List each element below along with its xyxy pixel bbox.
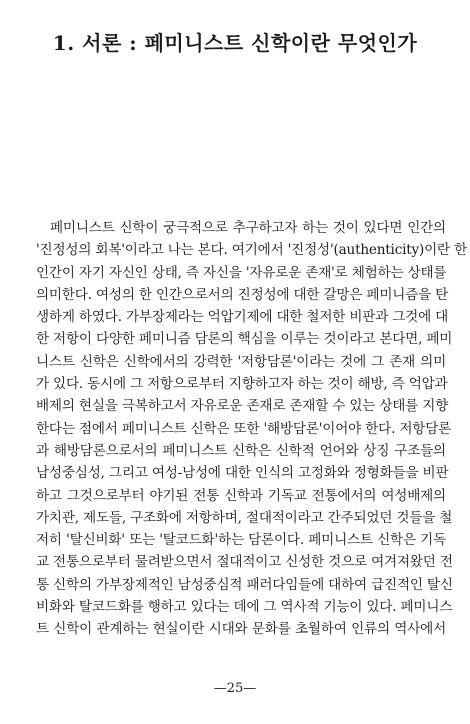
- text-line: 남성중심성, 그리고 여성-남성에 대한 인식의 고정화와 정형화들을 비판: [36, 465, 449, 482]
- text-line: 배제의 현실을 극복하고서 자유로운 존재로 존재할 수 있는 상태를 지향: [36, 398, 449, 415]
- text-line: 한 저항이 다양한 페미니즘 담론의 핵심을 이루는 것이라고 본다면, 페미: [36, 331, 453, 348]
- chapter-title: 1. 서론 : 페미니스트 신학이란 무엇인가: [52, 31, 418, 55]
- text-line: 저히 '탈신비화' 또는 '탈코드화'하는 담론이다. 페미니스트 신학은 기독: [36, 532, 446, 549]
- text-line: 페미니스트 신학이 궁극적으로 추구하고자 하는 것이 있다면 인간의: [50, 220, 446, 236]
- text-line: 트 신학이 관계하는 현실이란 시대와 문화를 초월하여 인류의 역사에서: [36, 621, 446, 638]
- text-line: 인간이 자기 자신인 상태, 즉 자신을 '자유로운 존재'로 체험하는 상태를: [36, 264, 447, 281]
- page-number: —25—: [213, 681, 257, 696]
- text-line: 니스트 신학은 신학에서의 강력한 '저항담론'이라는 것에 그 존재 의미: [36, 353, 446, 370]
- text-line: 과 해방담론으로서의 페미니스트 신학은 신학적 언어와 상징 구조들의: [36, 442, 446, 459]
- text-line: 의미한다. 여성의 한 인간으로서의 진정성에 대한 갈망은 페미니즘을 탄: [36, 286, 449, 303]
- text-line: 생하게 하였다. 가부장제라는 억압기제에 대한 철저한 비판과 그것에 대: [36, 309, 449, 326]
- text-line: 비화와 탈코드화를 행하고 있다는 데에 그 역사적 기능이 있다. 페미니스: [36, 599, 453, 616]
- body-text: [36, 217, 468, 641]
- text-line: '진정성의 회복'이라고 나는 본다. 여기에서 '진정성'(authenticity)이란 한: [36, 242, 468, 259]
- text-line: 가 있다. 동시에 그 저항으로부터 지향하고자 하는 것이 해방, 즉 억압과: [36, 376, 448, 393]
- text-line: 통 신학의 가부장제적인 남성중심적 패러다임들에 대하여 급진적인 탈신: [36, 576, 453, 593]
- text-line: 교 전통으로부터 물려받으면서 절대적이고 신성한 것으로 여겨져왔던 전: [36, 554, 453, 571]
- text-line: 가치관, 제도들, 구조화에 저항하며, 절대적이라고 간주되었던 것들을 철: [36, 509, 453, 526]
- text-line: 하고 그것으로부터 야기된 전통 신학과 기독교 전통에서의 여성배제의: [36, 487, 446, 504]
- text-line: 한다는 점에서 페미니스트 신학은 또한 '해방담론'이어야 한다. 저항담론: [36, 420, 452, 437]
